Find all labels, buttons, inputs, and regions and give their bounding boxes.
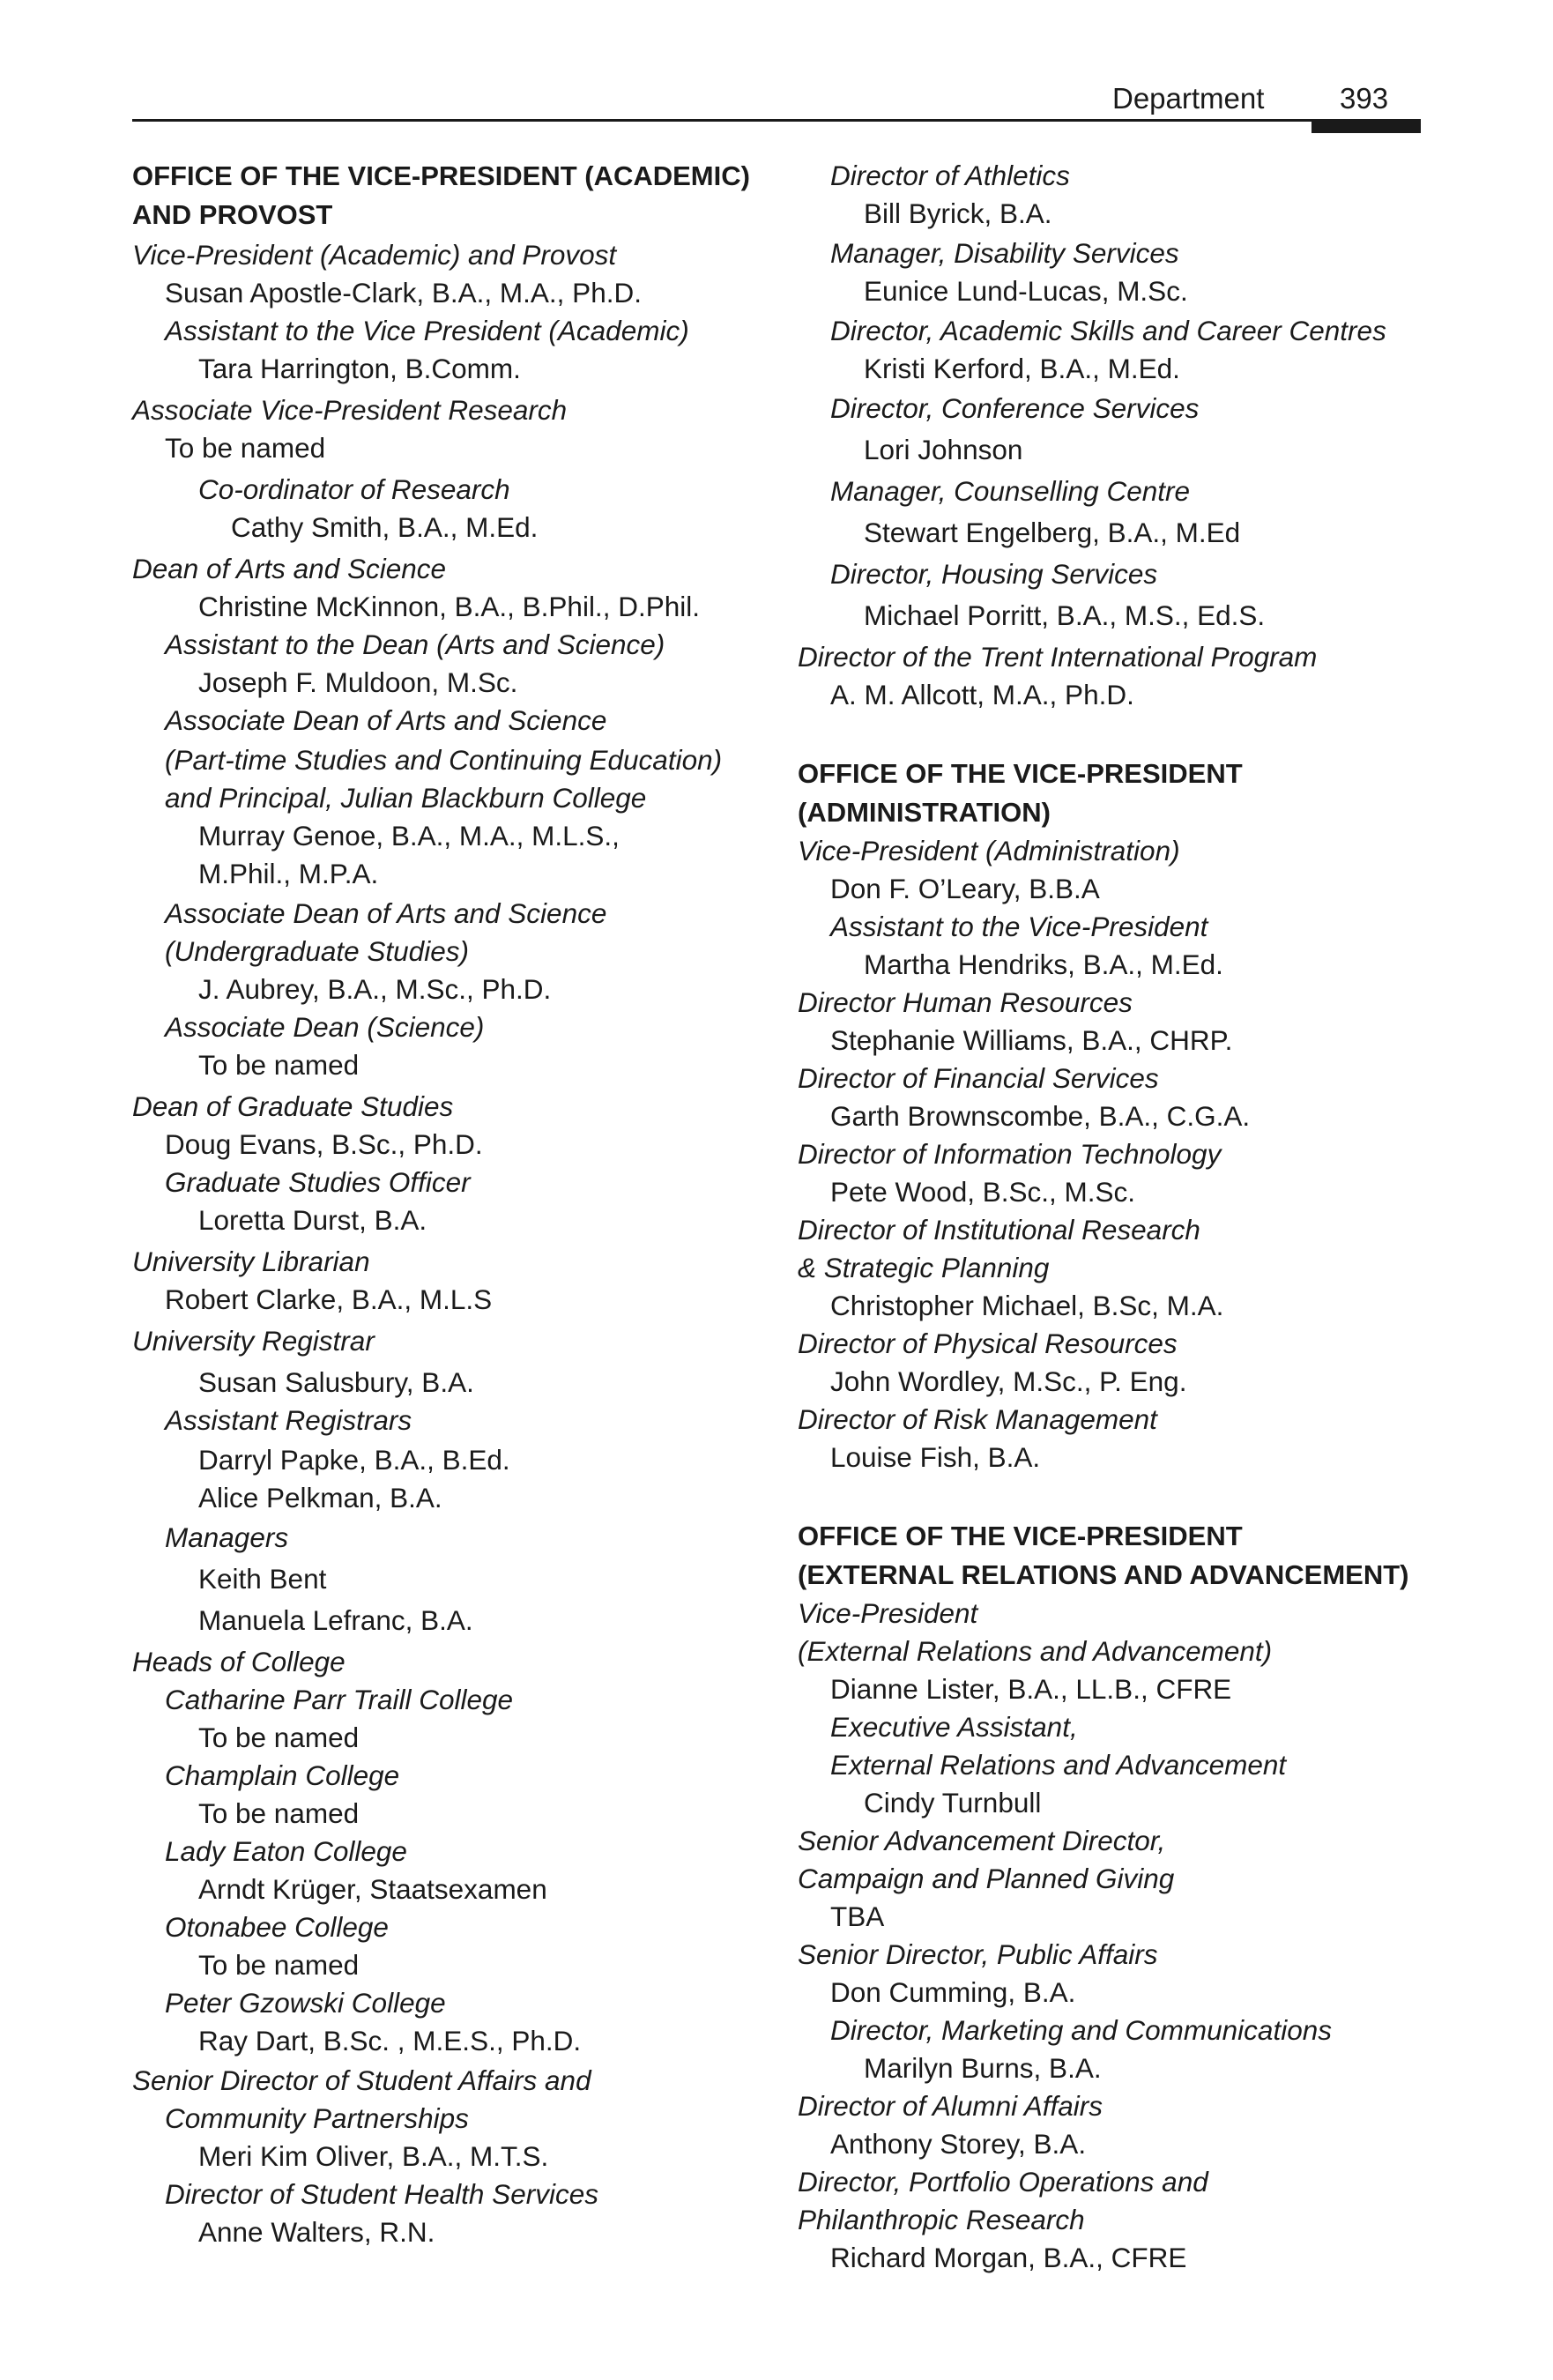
position-title: Vice-President (Academic) and Provost <box>132 239 617 271</box>
directory-name: Alice Pelkman, B.A. <box>198 1482 442 1514</box>
directory-name: John Wordley, M.Sc., P. Eng. <box>830 1365 1187 1397</box>
position-title: Senior Advancement Director, <box>798 1825 1166 1856</box>
position-title: University Registrar <box>132 1325 375 1357</box>
directory-name: Meri Kim Oliver, B.A., M.T.S. <box>198 2140 549 2172</box>
position-title: Executive Assistant, <box>830 1711 1078 1743</box>
right-column <box>798 157 1432 2277</box>
position-title: Managers <box>165 1521 289 1553</box>
position-title: Champlain College <box>165 1759 400 1791</box>
directory-name: To be named <box>165 432 326 464</box>
directory-name: Manuela Lefranc, B.A. <box>198 1604 473 1636</box>
position-title: Assistant Registrars <box>165 1404 412 1436</box>
position-title: External Relations and Advancement <box>830 1749 1287 1781</box>
position-title: & Strategic Planning <box>798 1252 1050 1283</box>
position-title: Heads of College <box>132 1646 346 1677</box>
position-title: Vice-President <box>798 1597 978 1629</box>
section-heading: OFFICE OF THE VICE-PRESIDENT <box>798 1521 1243 1551</box>
directory-name: Loretta Durst, B.A. <box>198 1204 427 1236</box>
directory-name: Keith Bent <box>198 1563 327 1595</box>
directory-name: Susan Salusbury, B.A. <box>198 1366 474 1398</box>
position-title: Director of Student Health Services <box>165 2178 598 2210</box>
section-heading: (EXTERNAL RELATIONS AND ADVANCEMENT) <box>798 1559 1409 1590</box>
directory-name: Garth Brownscombe, B.A., C.G.A. <box>830 1100 1251 1132</box>
position-title: Manager, Disability Services <box>830 237 1179 269</box>
position-title: Director of Athletics <box>830 160 1070 191</box>
position-title: Manager, Counselling Centre <box>830 475 1190 507</box>
header-rule <box>132 119 1421 122</box>
directory-name: Don F. O’Leary, B.B.A <box>830 873 1100 904</box>
section-heading: OFFICE OF THE VICE-PRESIDENT (ACADEMIC) <box>132 160 750 191</box>
directory-name: Louise Fish, B.A. <box>830 1441 1041 1473</box>
running-header-section: Department <box>1112 82 1265 115</box>
directory-name: Stephanie Williams, B.A., CHRP. <box>830 1024 1233 1056</box>
position-title: Co-ordinator of Research <box>198 473 510 505</box>
position-title: Graduate Studies Officer <box>165 1166 471 1198</box>
directory-name: Pete Wood, B.Sc., M.Sc. <box>830 1176 1136 1208</box>
directory-name: Robert Clarke, B.A., M.L.S <box>165 1283 493 1315</box>
position-title: Dean of Graduate Studies <box>132 1090 454 1122</box>
directory-name: Christine McKinnon, B.A., B.Phil., D.Phil. <box>198 591 700 622</box>
directory-name: Murray Genoe, B.A., M.A., M.L.S., <box>198 820 620 852</box>
directory-name: A. M. Allcott, M.A., Ph.D. <box>830 679 1134 710</box>
position-title: Philanthropic Research <box>798 2204 1085 2235</box>
page-number-tab <box>1312 122 1421 133</box>
directory-name: Anthony Storey, B.A. <box>830 2128 1087 2160</box>
position-title: and Principal, Julian Blackburn College <box>165 782 647 814</box>
position-title: Senior Director, Public Affairs <box>798 1938 1158 1970</box>
position-title: Director of Information Technology <box>798 1138 1222 1170</box>
position-title: Assistant to the Dean (Arts and Science) <box>165 628 665 660</box>
directory-name: To be named <box>198 1797 360 1829</box>
directory-name: Michael Porritt, B.A., M.S., Ed.S. <box>864 599 1266 631</box>
directory-name: Cathy Smith, B.A., M.Ed. <box>231 511 539 543</box>
position-title: Associate Dean of Arts and Science <box>165 897 607 929</box>
directory-name: Richard Morgan, B.A., CFRE <box>830 2242 1187 2273</box>
position-title: Director, Academic Skills and Career Centres <box>830 315 1386 346</box>
position-title: Peter Gzowski College <box>165 1987 446 2019</box>
directory-name: M.Phil., M.P.A. <box>198 858 379 889</box>
directory-name: To be named <box>198 1722 360 1753</box>
directory-name: Susan Apostle-Clark, B.A., M.A., Ph.D. <box>165 277 642 309</box>
directory-name: Marilyn Burns, B.A. <box>864 2052 1102 2084</box>
position-title: Director of Risk Management <box>798 1403 1157 1435</box>
position-title: Campaign and Planned Giving <box>798 1863 1175 1894</box>
directory-name: Don Cumming, B.A. <box>830 1976 1076 2008</box>
position-title: Director, Conference Services <box>830 392 1200 424</box>
directory-name: Kristi Kerford, B.A., M.Ed. <box>864 353 1180 384</box>
directory-name: TBA <box>830 1900 885 1932</box>
directory-name: Eunice Lund-Lucas, M.Sc. <box>864 275 1188 307</box>
position-title: Director of Alumni Affairs <box>798 2090 1103 2122</box>
position-title: Director, Portfolio Operations and <box>798 2166 1208 2198</box>
directory-name: To be named <box>198 1049 360 1081</box>
page-number: 393 <box>1340 82 1389 115</box>
position-title: Lady Eaton College <box>165 1835 407 1867</box>
position-title: (External Relations and Advancement) <box>798 1635 1273 1667</box>
directory-name: Martha Hendriks, B.A., M.Ed. <box>864 948 1223 980</box>
position-title: Vice-President (Administration) <box>798 835 1180 866</box>
left-column <box>132 157 802 2251</box>
position-title: Director of Financial Services <box>798 1062 1159 1094</box>
position-title: Associate Dean of Arts and Science <box>165 704 607 736</box>
position-title: Director of the Trent International Program <box>798 641 1318 673</box>
directory-name: To be named <box>198 1949 360 1981</box>
directory-name: Arndt Krüger, Staatsexamen <box>198 1873 547 1905</box>
position-title: Associate Vice-President Research <box>132 394 568 426</box>
directory-name: Ray Dart, B.Sc. , M.E.S., Ph.D. <box>198 2025 582 2056</box>
directory-name: Tara Harrington, B.Comm. <box>198 353 521 384</box>
directory-name: Lori Johnson <box>864 434 1023 465</box>
directory-name: Cindy Turnbull <box>864 1787 1042 1818</box>
directory-name: Bill Byrick, B.A. <box>864 197 1052 229</box>
position-title: Assistant to the Vice-President <box>830 911 1208 942</box>
directory-name: Christopher Michael, B.Sc, M.A. <box>830 1290 1224 1321</box>
directory-name: Anne Walters, R.N. <box>198 2216 435 2248</box>
section-heading: (ADMINISTRATION) <box>798 797 1051 828</box>
directory-name: Doug Evans, B.Sc., Ph.D. <box>165 1128 483 1160</box>
directory-name: Stewart Engelberg, B.A., M.Ed <box>864 517 1241 548</box>
section-heading: OFFICE OF THE VICE-PRESIDENT <box>798 758 1243 789</box>
position-title: Catharine Parr Traill College <box>165 1684 514 1715</box>
position-title: Director Human Resources <box>798 986 1133 1018</box>
position-title: Director of Physical Resources <box>798 1328 1178 1359</box>
position-title: (Undergraduate Studies) <box>165 935 469 967</box>
position-title: Director, Housing Services <box>830 558 1158 590</box>
directory-name: Darryl Papke, B.A., B.Ed. <box>198 1444 510 1476</box>
position-title: University Librarian <box>132 1246 370 1277</box>
position-title: Otonabee College <box>165 1911 389 1943</box>
position-title: Community Partnerships <box>165 2102 469 2134</box>
position-title: Assistant to the Vice President (Academic) <box>165 315 689 346</box>
directory-name: J. Aubrey, B.A., M.Sc., Ph.D. <box>198 973 552 1005</box>
position-title: Senior Director of Student Affairs and <box>132 2064 591 2096</box>
position-title: Associate Dean (Science) <box>165 1011 485 1043</box>
directory-name: Dianne Lister, B.A., LL.B., CFRE <box>830 1673 1232 1705</box>
position-title: (Part-time Studies and Continuing Education) <box>165 744 723 776</box>
position-title: Dean of Arts and Science <box>132 553 447 584</box>
section-heading: AND PROVOST <box>132 199 333 230</box>
directory-name: Joseph F. Muldoon, M.Sc. <box>198 666 518 698</box>
position-title: Director of Institutional Research <box>798 1214 1200 1246</box>
position-title: Director, Marketing and Communications <box>830 2014 1332 2046</box>
